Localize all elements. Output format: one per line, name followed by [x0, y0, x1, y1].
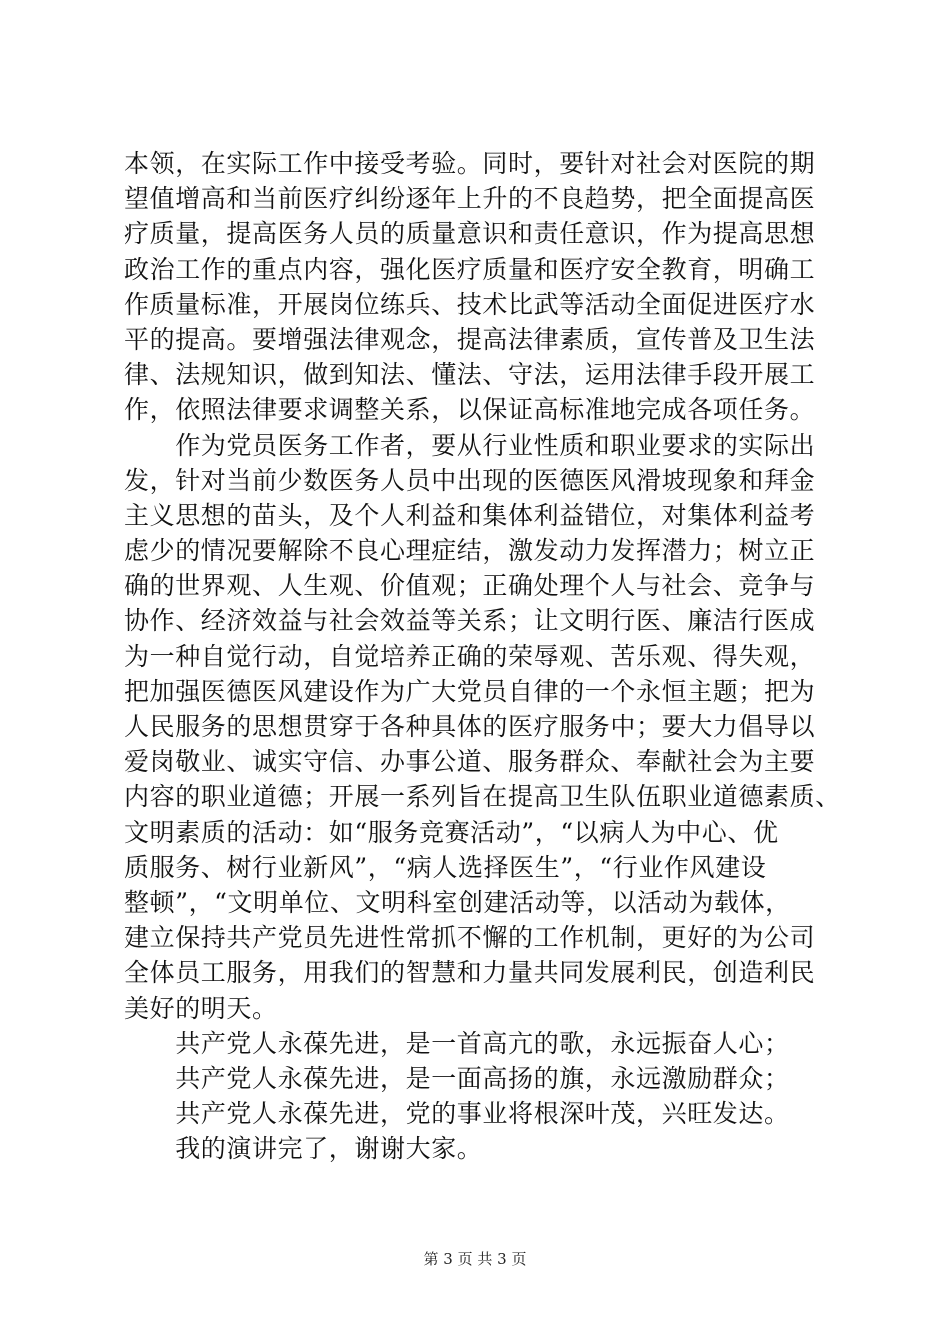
text-line: 内容的职业道德；开展一系列旨在提高卫生队伍职业道德素质、 [124, 782, 841, 812]
text-line: 把加强医德医风建设作为广大党员自律的一个永恒主题；把为 [124, 676, 816, 706]
text-line: 为一种自觉行动，自觉培养正确的荣辱观、苦乐观、得失观， [124, 641, 816, 671]
text-line: 整顿”，“文明单位、文明科室创建活动等，以活动为载体， [124, 887, 791, 917]
text-line: 平的提高。要增强法律观念，提高法律素质，宣传普及卫生法 [124, 324, 816, 354]
text-line: 作，依照法律要求调整关系，以保证高标准地完成各项任务。 [124, 395, 816, 425]
text-line: 政治工作的重点内容，强化医疗质量和医疗安全教育，明确工 [124, 254, 816, 284]
text-line: 作为党员医务工作者，要从行业性质和职业要求的实际出 [124, 430, 816, 460]
text-line: 全体员工服务，用我们的智慧和力量共同发展利民，创造利民 [124, 958, 816, 988]
text-line: 望值增高和当前医疗纠纷逐年上升的不良趋势，把全面提高医 [124, 184, 816, 214]
text-line: 爱岗敬业、诚实守信、办事公道、服务群众、奉献社会为主要 [124, 747, 816, 777]
text-line: 主义思想的苗头，及个人利益和集体利益错位，对集体利益考 [124, 500, 816, 530]
text-line: 确的世界观、人生观、价值观；正确处理个人与社会、竞争与 [124, 571, 816, 601]
text-line: 共产党人永葆先进，是一首高亢的歌，永远振奋人心； [124, 1028, 790, 1058]
text-line: 共产党人永葆先进，是一面高扬的旗，永远激励群众； [124, 1063, 790, 1093]
text-line: 美好的明天。 [124, 993, 278, 1023]
page-number: 第 3 页 共 3 页 [423, 1250, 527, 1268]
text-line: 作质量标准，开展岗位练兵、技术比武等活动全面促进医疗水 [124, 289, 816, 319]
text-line: 质服务、树行业新风”，“病人选择医生”，“行业作风建设 [124, 852, 767, 882]
text-line: 发，针对当前少数医务人员中出现的医德医风滑坡现象和拜金 [124, 465, 816, 495]
text-line: 共产党人永葆先进，党的事业将根深叶茂，兴旺发达。 [124, 1099, 790, 1129]
document-body [124, 146, 844, 1166]
text-line: 疗质量，提高医务人员的质量意识和责任意识，作为提高思想 [124, 219, 816, 249]
text-line: 协作、经济效益与社会效益等关系；让文明行医、廉洁行医成 [124, 606, 816, 636]
text-line: 人民服务的思想贯穿于各种具体的医疗服务中；要大力倡导以 [124, 712, 816, 741]
text-line: 律、法规知识，做到知法、懂法、守法，运用法律手段开展工 [124, 360, 816, 390]
text-line: 我的演讲完了，谢谢大家。 [124, 1134, 483, 1164]
text-line: 建立保持共产党员先进性常抓不懈的工作机制，更好的为公司 [124, 923, 816, 953]
text-line: 虑少的情况要解除不良心理症结，激发动力发挥潜力；树立正 [124, 536, 816, 566]
text-line: 本领，在实际工作中接受考验。同时，要针对社会对医院的期 [124, 149, 816, 178]
page-footer [0, 1249, 950, 1269]
text-line: 文明素质的活动：如“服务竞赛活动”，“以病人为中心、优 [124, 817, 779, 847]
